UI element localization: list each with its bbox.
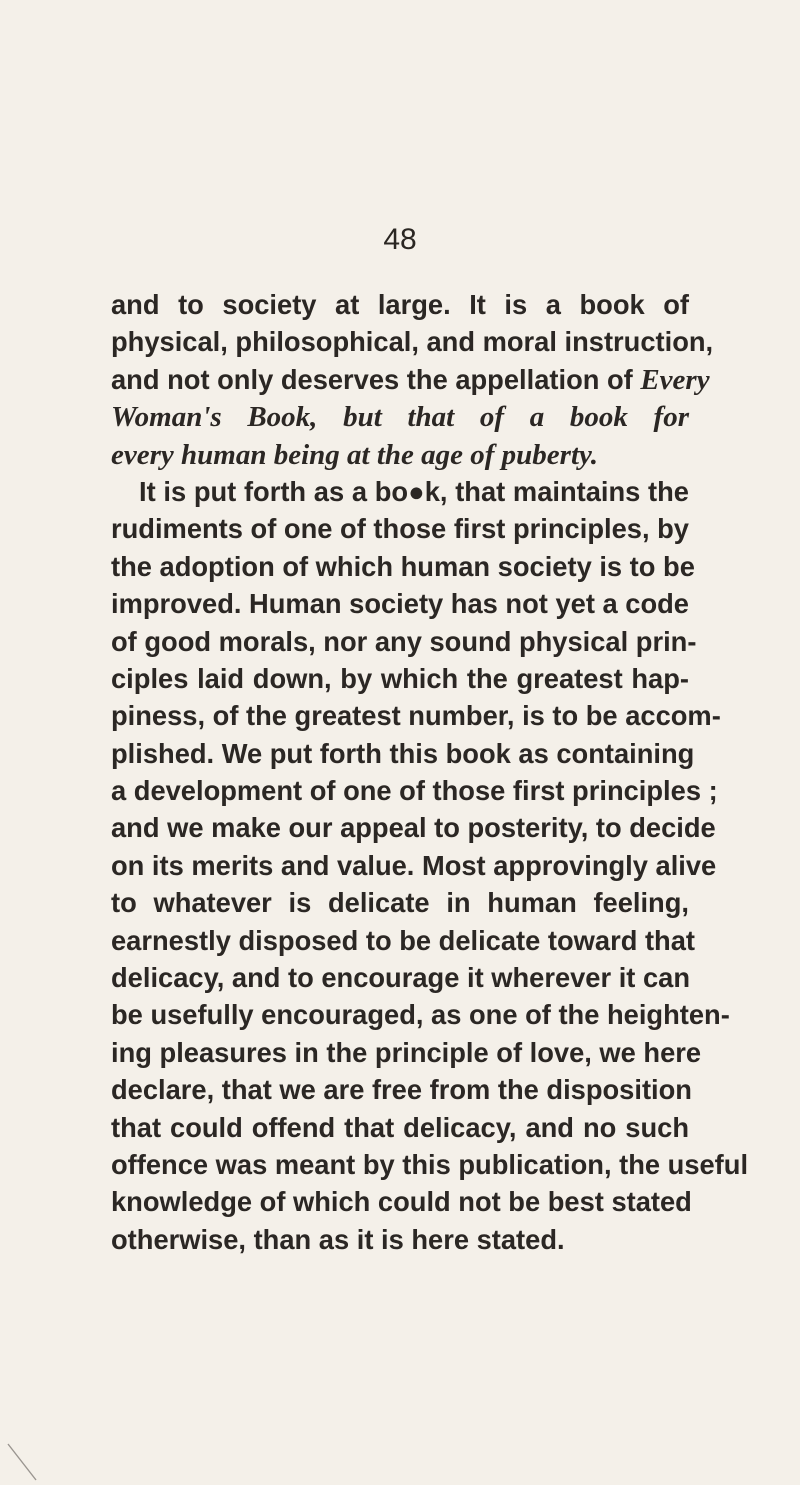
text-run: otherwise, than as it is here stated. [111, 1223, 565, 1255]
text-line [111, 922, 695, 959]
text-line [111, 1109, 689, 1146]
text-run: knowledge of which could not be best stated [111, 1186, 692, 1218]
italic-text: Woman's Book, but that of a book for [111, 401, 689, 434]
text-line [111, 697, 721, 734]
text-run: that could offend that delicacy, and no such [111, 1111, 689, 1143]
text-run: piness, of the greatest number, is to be accom- [111, 700, 721, 732]
text-line [111, 436, 689, 473]
text-run: and we make our appeal to posterity, to decide [111, 812, 716, 844]
text-line [111, 1146, 749, 1183]
italic-text: Every [640, 363, 710, 396]
text-line [111, 772, 718, 809]
text-run: improved. Human society has not yet a code [111, 588, 689, 620]
body-text [111, 286, 749, 1258]
page-number: 48 [383, 223, 417, 256]
text-line [111, 286, 689, 323]
text-run: plished. We put forth this book as containing [111, 737, 695, 769]
text-line [111, 398, 689, 435]
text-run: and to society at large. It is a book of [111, 289, 689, 320]
text-run: ciples laid down, by which the greatest hap- [111, 662, 689, 694]
text-run: ing pleasures in the principle of love, we here [111, 1036, 702, 1068]
text-run: the adoption of which human society is to be [111, 550, 695, 582]
text-line [111, 809, 716, 846]
text-run: declare, that we are free from the disposition [111, 1074, 692, 1106]
italic-text: every human being at the age of puberty. [111, 438, 599, 471]
text-run: earnestly disposed to be delicate toward that [111, 924, 695, 956]
text-run: physical, philosophical, and moral instruction, [111, 326, 714, 358]
text-line [111, 623, 697, 660]
text-line [111, 996, 730, 1033]
text-line [111, 959, 689, 996]
text-run: delicacy, and to encourage it wherever it can [111, 962, 690, 994]
text-line [111, 1071, 692, 1108]
text-line [111, 884, 689, 921]
text-run: It is put forth as a bo●k, that maintains the [139, 475, 689, 507]
text-line [111, 361, 710, 398]
text-line [111, 660, 689, 697]
text-run: to whatever is delicate in human feeling, [111, 887, 689, 919]
text-line [111, 1034, 702, 1071]
text-line [111, 585, 689, 622]
text-run: offence was meant by this publication, the useful [111, 1148, 749, 1180]
text-line [111, 1183, 692, 1220]
text-run: and not only deserves the appellation of [111, 363, 641, 395]
text-line [111, 735, 695, 772]
text-run: rudiments of one of those first principles, by [111, 513, 689, 545]
text-line [111, 510, 689, 547]
text-run: be usefully encouraged, as one of the heighten- [111, 999, 730, 1031]
page-corner-mark [6, 1442, 40, 1482]
text-run: on its merits and value. Most approvingly alive [111, 849, 717, 881]
text-line [111, 847, 717, 884]
text-run: of good morals, nor any sound physical prin- [111, 625, 697, 657]
text-line [111, 1221, 689, 1258]
text-line [111, 473, 689, 510]
text-run: a development of one of those first principles ; [111, 775, 718, 807]
text-line [111, 323, 714, 360]
text-line [111, 548, 695, 585]
